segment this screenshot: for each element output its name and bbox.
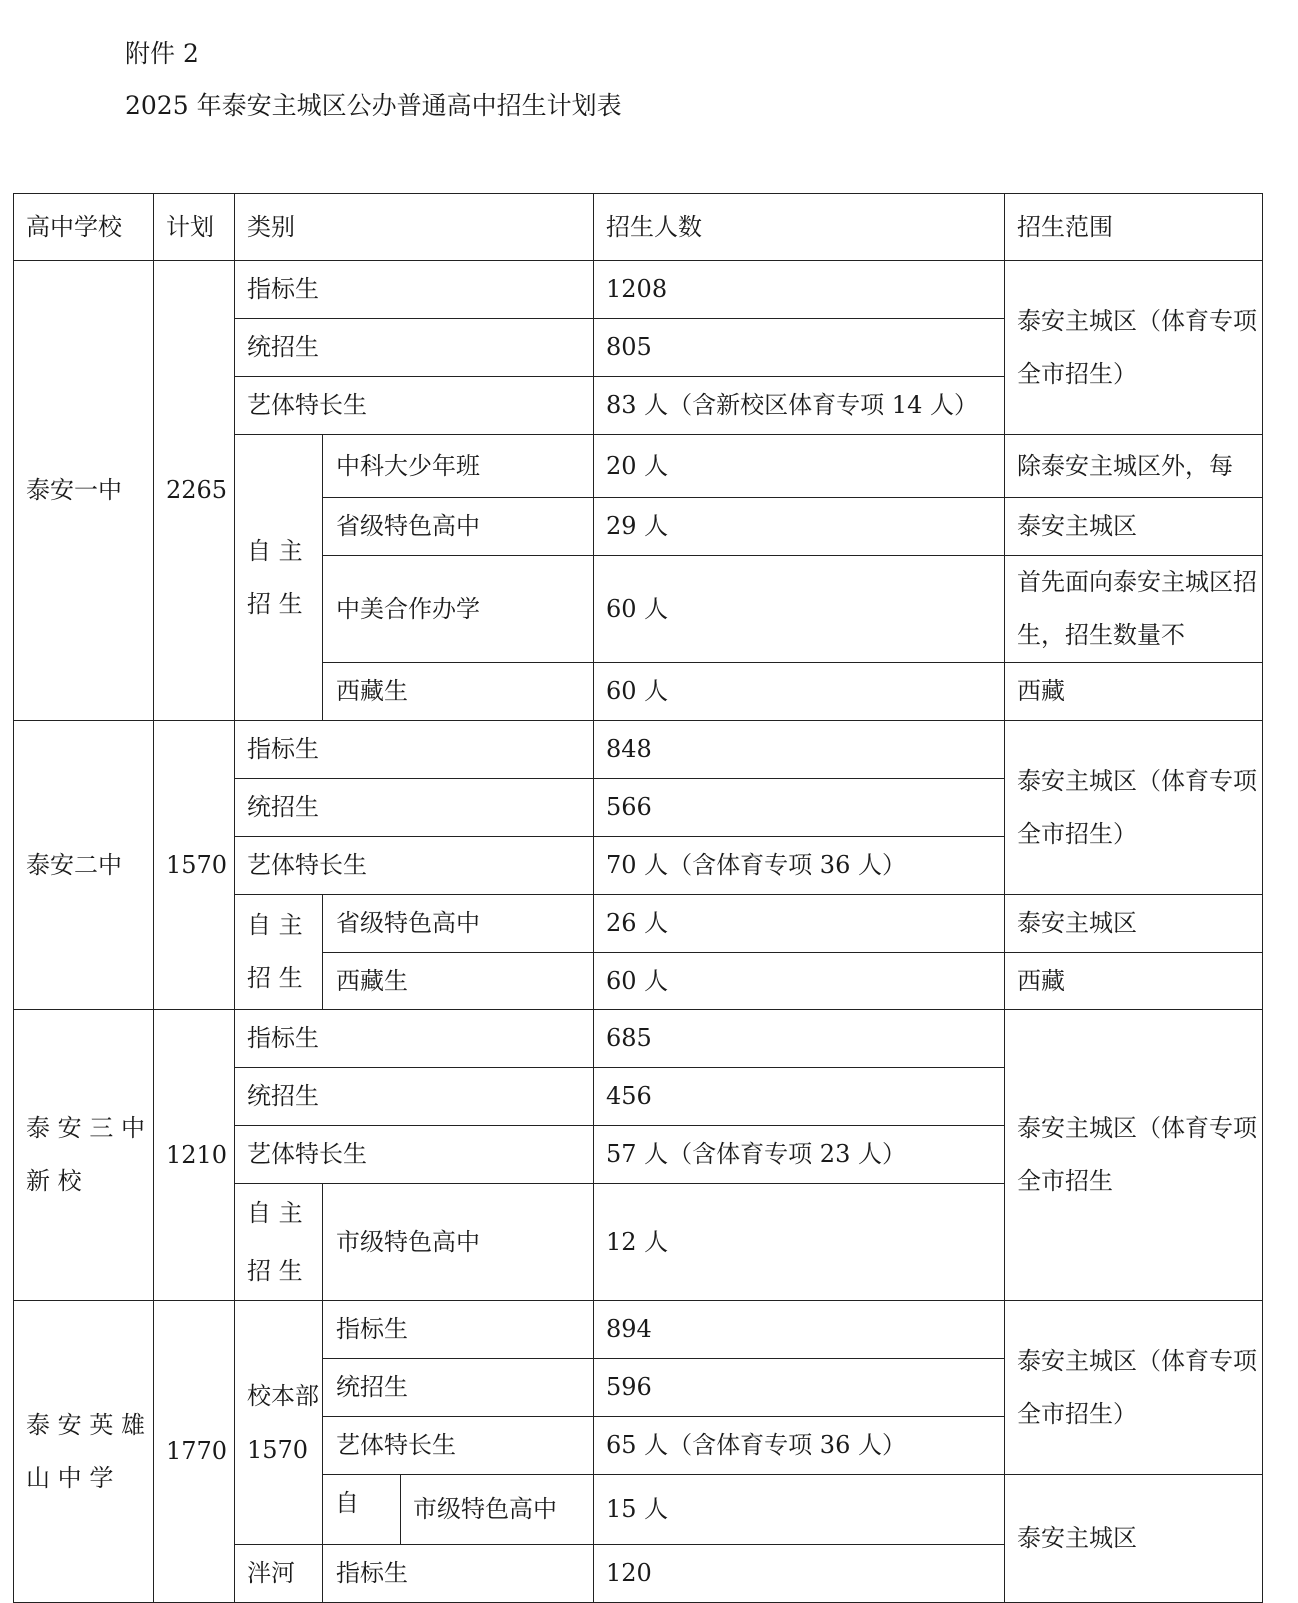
- category-cell: 统招生: [323, 1359, 594, 1417]
- count-cell: 65 人（含体育专项 36 人）: [594, 1417, 1005, 1475]
- count-cell: 83 人（含新校区体育专项 14 人）: [594, 377, 1005, 435]
- count-cell: 57 人（含体育专项 23 人）: [594, 1126, 1005, 1184]
- subcategory-cell: 市级特色高中: [401, 1475, 594, 1545]
- count-cell: 12 人: [594, 1184, 1005, 1301]
- subcategory-cell: 市级特色高中: [323, 1184, 594, 1301]
- category-cell: 指标生: [235, 1010, 594, 1068]
- category-cell: 统招生: [235, 779, 594, 837]
- header-plan: 计划: [154, 194, 235, 261]
- scope-cell: 除泰安主城区外，每: [1005, 435, 1263, 498]
- count-cell: 848: [594, 721, 1005, 779]
- school-name: 泰安三中新校: [14, 1010, 154, 1301]
- scope-cell: 泰安主城区（体育专项全市招生: [1005, 1010, 1263, 1301]
- enrollment-plan-table: [13, 193, 1263, 1603]
- document-title: 2025 年泰安主城区公办普通高中招生计划表: [125, 91, 622, 120]
- header-school: 高中学校: [14, 194, 154, 261]
- count-cell: 596: [594, 1359, 1005, 1417]
- category-group-cell: 自主招生: [235, 435, 323, 721]
- category-cell: 艺体特长生: [235, 837, 594, 895]
- school-name: 泰安英雄山中学: [14, 1301, 154, 1603]
- campus-cell: 泮河: [235, 1545, 323, 1603]
- header-category: 类别: [235, 194, 594, 261]
- count-cell: 70 人（含体育专项 36 人）: [594, 837, 1005, 895]
- subcategory-cell: 省级特色高中: [323, 895, 594, 953]
- count-cell: 60 人: [594, 556, 1005, 663]
- table-row: [14, 1301, 1263, 1359]
- scope-cell: 泰安主城区（体育专项全市招生）: [1005, 261, 1263, 435]
- header-scope: 招生范围: [1005, 194, 1263, 261]
- category-cell: 艺体特长生: [323, 1417, 594, 1475]
- school-name: 泰安一中: [14, 261, 154, 721]
- subcategory-cell: 中科大少年班: [323, 435, 594, 498]
- scope-cell: 首先面向泰安主城区招生，招生数量不: [1005, 556, 1263, 663]
- subcategory-cell: 中美合作办学: [323, 556, 594, 663]
- school-name: 泰安二中: [14, 721, 154, 1010]
- count-cell: 566: [594, 779, 1005, 837]
- campus-cell: 校本部1570: [235, 1301, 323, 1545]
- category-group-cell: 自: [323, 1475, 401, 1545]
- category-cell: 艺体特长生: [235, 1126, 594, 1184]
- scope-cell: 泰安主城区: [1005, 498, 1263, 556]
- category-cell: 指标生: [323, 1301, 594, 1359]
- school-plan: 1570: [154, 721, 235, 1010]
- count-cell: 805: [594, 319, 1005, 377]
- count-cell: 894: [594, 1301, 1005, 1359]
- scope-cell: 泰安主城区（体育专项全市招生）: [1005, 721, 1263, 895]
- count-cell: 29 人: [594, 498, 1005, 556]
- scope-cell: 泰安主城区（体育专项全市招生）: [1005, 1301, 1263, 1475]
- category-cell: 指标生: [235, 721, 594, 779]
- category-group-cell: 自主招生: [235, 1184, 323, 1301]
- scope-cell: 泰安主城区: [1005, 1475, 1263, 1603]
- category-cell: 指标生: [323, 1545, 594, 1603]
- table-row: [14, 1010, 1263, 1068]
- category-cell: 统招生: [235, 319, 594, 377]
- scope-cell: 西藏: [1005, 663, 1263, 721]
- count-cell: 60 人: [594, 663, 1005, 721]
- school-plan: 1210: [154, 1010, 235, 1301]
- count-cell: 26 人: [594, 895, 1005, 953]
- attachment-label: 附件 2: [125, 39, 199, 68]
- table-row: [14, 261, 1263, 319]
- count-cell: 120: [594, 1545, 1005, 1603]
- count-cell: 685: [594, 1010, 1005, 1068]
- table-row: [14, 721, 1263, 779]
- count-cell: 1208: [594, 261, 1005, 319]
- table-header-row: [14, 194, 1263, 261]
- count-cell: 15 人: [594, 1475, 1005, 1545]
- count-cell: 60 人: [594, 953, 1005, 1010]
- subcategory-cell: 西藏生: [323, 953, 594, 1010]
- scope-cell: 泰安主城区: [1005, 895, 1263, 953]
- category-cell: 指标生: [235, 261, 594, 319]
- category-group-cell: 自主招生: [235, 895, 323, 1010]
- category-cell: 统招生: [235, 1068, 594, 1126]
- header-count: 招生人数: [594, 194, 1005, 261]
- scope-cell: 西藏: [1005, 953, 1263, 1010]
- count-cell: 456: [594, 1068, 1005, 1126]
- subcategory-cell: 省级特色高中: [323, 498, 594, 556]
- school-plan: 1770: [154, 1301, 235, 1603]
- count-cell: 20 人: [594, 435, 1005, 498]
- school-plan: 2265: [154, 261, 235, 721]
- category-cell: 艺体特长生: [235, 377, 594, 435]
- subcategory-cell: 西藏生: [323, 663, 594, 721]
